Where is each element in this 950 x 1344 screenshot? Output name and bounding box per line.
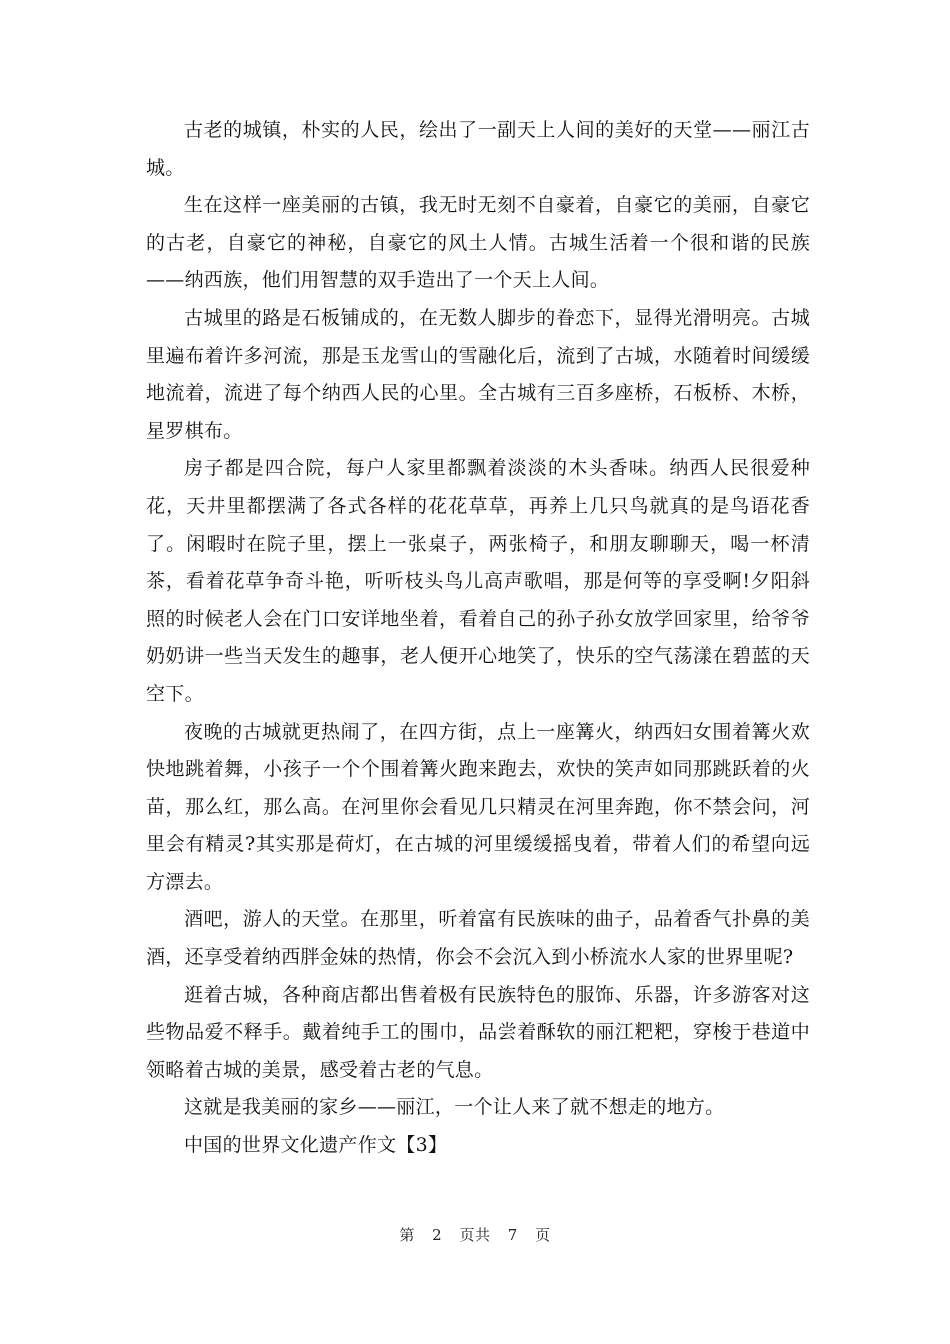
document-body	[146, 112, 810, 1165]
footer-page-number: 2	[432, 1226, 443, 1244]
paragraph-8: 这就是我美丽的家乡——丽江，一个让人来了就不想走的地方。	[184, 1096, 725, 1119]
paragraph-7: 逛着古城，各种商店都出售着极有民族特色的服饰、乐器，许多游客对这些物品爱不释手。戴着纯手工的围巾，品尝着酥软的丽江粑粑，穿梭于巷道中领略着古城的美景，感受着古老的气息。	[146, 983, 810, 1081]
page-footer	[0, 1224, 950, 1245]
footer-middle: 页共	[459, 1226, 491, 1244]
paragraph-5: 夜晚的古城就更热闹了，在四方街，点上一座篝火，纳西妇女围着篝火欢快地跳着舞，小孩子一个个围着篝火跑来跑去，欢快的笑声如同那跳跃着的火苗，那么红，那么高。在河里你会看见几只精灵在河里奔跑，你不禁会问，河里会有精灵?其实那是荷灯，在古城的河里缓缓摇曳着，带着人们的希望向远方漂去。	[146, 720, 810, 893]
section-heading: 中国的世界文化遗产作文【3】	[184, 1134, 448, 1157]
footer-suffix: 页	[535, 1226, 551, 1244]
paragraph-1: 古老的城镇，朴实的人民，绘出了一副天上人间的美好的天堂——丽江古城。	[146, 119, 810, 179]
paragraph-4: 房子都是四合院，每户人家里都飘着淡淡的木头香味。纳西人民很爱种花，天井里都摆满了各式各样的花花草草，再养上几只鸟就真的是鸟语花香了。闲暇时在院子里，摆上一张桌子，两张椅子，和朋友聊聊天，喝一杯清茶，看着花草争奇斗艳，听听枝头鸟儿高声歌唱，那是何等的享受啊!夕阳斜照的时候老人会在门口安详地坐着，看着自己的孙子孙女放学回家里，给爷爷奶奶讲一些当天发生的趣事，老人便开心地笑了，快乐的空气荡漾在碧蓝的天空下。	[146, 457, 810, 705]
footer-prefix: 第	[399, 1226, 415, 1244]
paragraph-2: 生在这样一座美丽的古镇，我无时无刻不自豪着，自豪它的美丽，自豪它的古老，自豪它的神秘，自豪它的风土人情。古城生活着一个很和谐的民族——纳西族，他们用智慧的双手造出了一个天上人间。	[146, 194, 810, 292]
paragraph-3: 古城里的路是石板铺成的，在无数人脚步的眷恋下，显得光滑明亮。古城里遍布着许多河流，那是玉龙雪山的雪融化后，流到了古城，水随着时间缓缓地流着，流进了每个纳西人民的心里。全古城有三百多座桥，石板桥、木桥，星罗棋布。	[146, 306, 810, 442]
paragraph-6: 酒吧，游人的天堂。在那里，听着富有民族味的曲子，品着香气扑鼻的美酒，还享受着纳西胖金妹的热情，你会不会沉入到小桥流水人家的世界里呢?	[146, 908, 810, 969]
footer-total-pages: 7	[507, 1226, 518, 1244]
